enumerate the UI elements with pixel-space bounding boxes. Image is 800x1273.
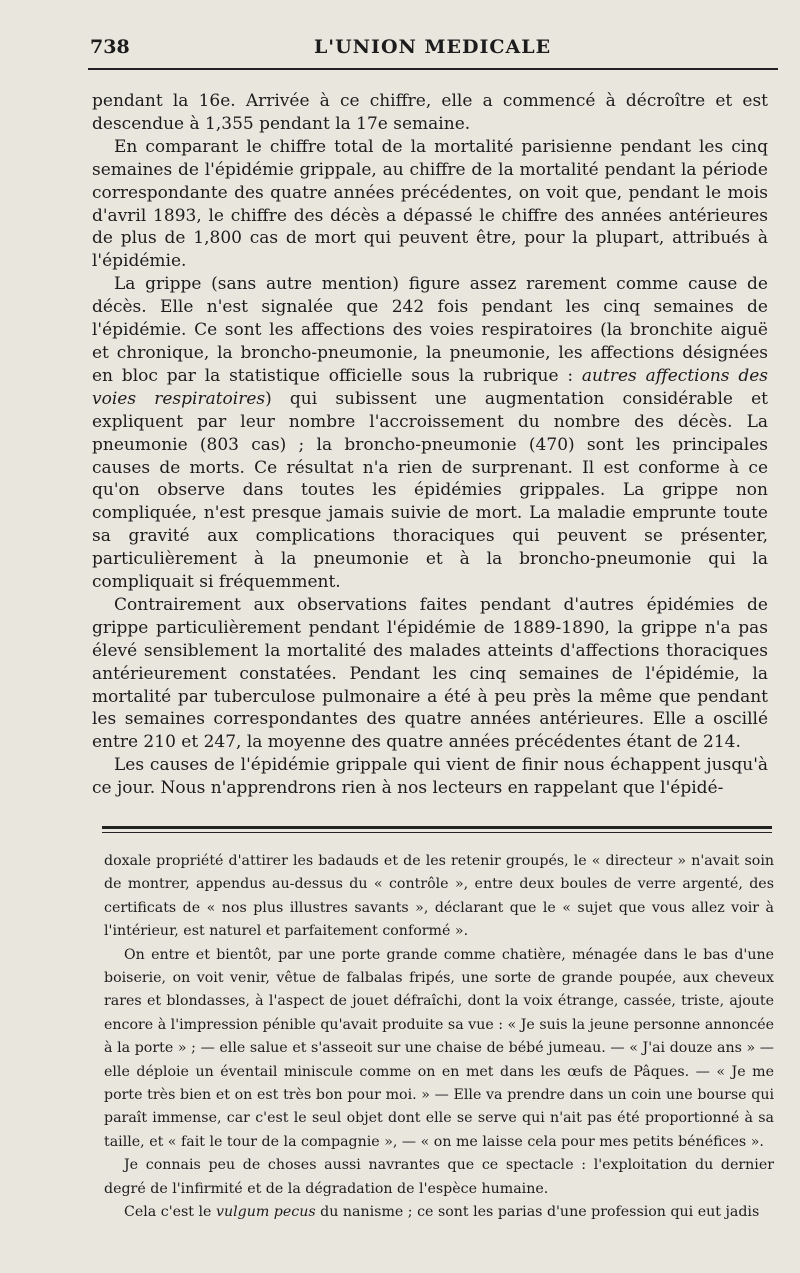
paragraph: Je connais peu de choses aussi navrantes que ce spectacle : l'exploitation du dernier degré de l'infirmité et de la dégradation de l'espèce humaine. bbox=[104, 1157, 774, 1197]
text-run: du nanisme ; ce sont les parias d'une profession qui eut jadis bbox=[315, 1204, 760, 1221]
running-header bbox=[90, 36, 775, 70]
journal-title: L'UNION MEDICALE bbox=[313, 36, 552, 58]
feuilleton-body bbox=[104, 850, 774, 1225]
paragraph: Les causes de l'épidémie grippale qui vient de finir nous échappent jusqu'à ce jour. Nous n'apprendrons rien à nos lecteurs en rappelant que l'épidé- bbox=[92, 755, 768, 799]
text-run: ) qui subissent une augmentation considérable et expliquent par leur nombre l'accroissement du nombre des décès. La pneumonie (803 cas) ; la broncho-pneumonie (470) sont les principales causes de morts. Ce résultat n'a rien de surprenant. Il est conforme à ce qu'on observe dans toutes les épidémies grippales. La grippe non compliquée, n'est presque jamais suivie de mort. La maladie emprunte toute sa gravité aux complications thoraciques qui peuvent se présenter, particulièrement à la pneumonie et à la broncho-pneumonie qui la compliquait si fréquemment. bbox=[92, 388, 769, 593]
text-run: La grippe (sans autre mention) figure assez rarement comme cause de décès. Elle n'est signalée que 242 fois pendant les cinq semaines de l'épidémie. Ce sont les affections des voies respiratoires (la bronchite aiguë et chronique, la broncho-pneumonie, la pneumonie, les affections désignées en bloc par la statistique officielle sous la rubrique : bbox=[92, 274, 768, 386]
feuilleton-divider bbox=[102, 826, 772, 829]
text-run: Cela c'est le bbox=[124, 1204, 216, 1221]
paragraph: pendant la 16e. Arrivée à ce chiffre, elle a commencé à décroître et est descendue à 1,355 pendant la 17e semaine. bbox=[92, 91, 768, 134]
italic-phrase: vulgum pecus bbox=[215, 1204, 316, 1221]
paragraph bbox=[92, 273, 768, 594]
paragraph: On entre et bientôt, par une porte grande comme chatière, ménagée dans le bas d'une boiserie, on voit venir, vêtue de falbalas fripés, une sorte de grande poupée, aux cheveux rares et blondasses, à l'aspect de jouet défraîchi, dont la voix étrange, cassée, triste, ajoute encore à l'impression pénible qu'avait produite sa vue : « Je suis la jeune personne annoncée à la porte » ; — elle salue et s'asseoit sur une chaise de bébé jumeau. — « J'ai douze ans » — elle déploie un éventail miniscule comme on en met dans les œufs de Pâques. — « Je me porte très bien et on est très bon pour moi. » — Elle va prendre dans un coin une bourse qui paraît immense, car c'est le seul objet dont elle se serve qui n'ait pas été proportionné à sa taille, et « fait le tour de la compagnie », — « on me laisse cela pour mes petits bénéfices ». bbox=[104, 946, 774, 1150]
page-number: 738 bbox=[90, 36, 130, 58]
header-rule bbox=[88, 68, 778, 70]
paragraph: doxale propriété d'attirer les badauds et de les retenir groupés, le « directeur » n'avait soin de montrer, appendus au-dessus du « contrôle », entre deux boules de verre argenté, des certificats de « nos plus illustres savants », déclarant que le « sujet que vous allez voir à l'intérieur, est naturel et parfaitement conformé ». bbox=[104, 853, 774, 940]
main-article-body bbox=[92, 90, 768, 800]
paragraph: Contrairement aux observations faites pendant d'autres épidémies de grippe particulièrement pendant l'épidémie de 1889-1890, la grippe n'a pas élevé sensiblement la mortalité des malades atteints d'affections thoraciques antérieurement constatées. Pendant les cinq semaines de l'épidémie, la mortalité par tuberculose pulmonaire a été à peu près la même que pendant les semaines correspondantes des quatre années antérieures. Elle a oscillé entre 210 et 247, la moyenne des quatre années précédentes étant de 214. bbox=[92, 594, 768, 753]
feuilleton-divider-thin bbox=[102, 832, 772, 833]
paragraph bbox=[104, 1201, 774, 1224]
italic-rubric: autres affections des voies respiratoires bbox=[92, 365, 768, 409]
paragraph: En comparant le chiffre total de la mortalité parisienne pendant les cinq semaines de l'épidémie grippale, au chiffre de la mortalité pendant la période correspondante des quatre années précédentes, on voit que, pendant le mois d'avril 1893, le chiffre des décès a dépassé le chiffre des années antérieures de plus de 1,800 cas de mort qui peuvent être, pour la plupart, attribués à l'épidémie. bbox=[92, 136, 768, 272]
